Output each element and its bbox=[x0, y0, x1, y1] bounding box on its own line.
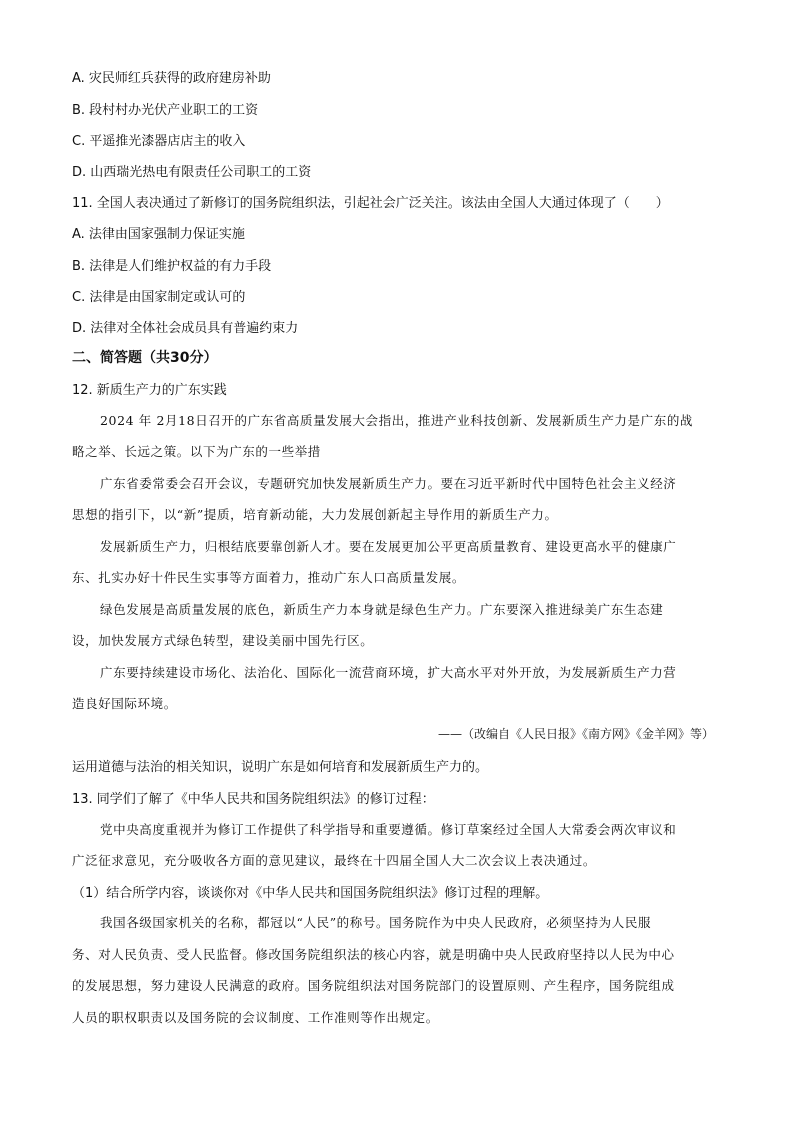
q12-title: 12. 新质生产力的广东实践 bbox=[72, 383, 227, 398]
q13-subquestion-1: （1）结合所学内容，谈谈你对《中华人民共和国国务院组织法》修订过程的理解。 bbox=[72, 886, 549, 901]
q12-material-line: 广东要持续建设市场化、法治化、国际化一流营商环境，扩大高水平对外开放，为发展新质生产力营 bbox=[100, 665, 677, 680]
q13-material2-line: 人员的职权职责以及国务院的会议制度、工作准则等作出规定。 bbox=[72, 1010, 439, 1025]
section-heading: 二、简答题（共30分） bbox=[72, 350, 218, 366]
q12-material-line: 东、扎实办好十件民生实事等方面着力，推动广东人口高质量发展。 bbox=[72, 570, 466, 585]
q12-material-line: 略之举、长远之策。以下为广东的一些举措 bbox=[72, 444, 321, 459]
q12-material-line: 2024 年 2月18日召开的广东省高质量发展大会指出，推进产业科技创新、发展新质生产力是广东的战 bbox=[100, 413, 694, 428]
q13-material2-line: 我国各级国家机关的名称，都冠以“人民”的称号。国务院作为中央人民政府，必须坚持为人民服 bbox=[100, 915, 652, 930]
q10-option-a: A. 灾民师红兵获得的政府建房补助 bbox=[72, 71, 271, 86]
q11-option-b: B. 法律是人们维护权益的有力手段 bbox=[72, 259, 272, 274]
q10-option-b: B. 段村村办光伏产业职工的工资 bbox=[72, 103, 259, 118]
q12-question: 运用道德与法治的相关知识，说明广东是如何培育和发展新质生产力的。 bbox=[72, 760, 489, 775]
q12-material-line: 思想的指引下，以“新”提质，培育新动能，大力发展创新起主导作用的新质生产力。 bbox=[72, 507, 558, 522]
q12-material-line: 发展新质生产力，归根结底要靠创新人才。要在发展更加公平更高质量教育、建设更高水平的健康广 bbox=[100, 539, 677, 554]
q11-option-d: D. 法律对全体社会成员具有普遍约束力 bbox=[72, 321, 299, 336]
q12-material-line: 广东省委常委会召开会议，专题研究加快发展新质生产力。要在习近平新时代中国特色社会主义经济 bbox=[100, 476, 677, 491]
q13-material-line: 广泛征求意见，充分吸收各方面的意见建议，最终在十四届全国人大二次会议上表决通过。 bbox=[72, 853, 597, 868]
q13-material-line: 党中央高度重视并为修订工作提供了科学指导和重要遵循。修订草案经过全国人大常委会两次审议和 bbox=[100, 822, 677, 837]
q12-material-line: 设，加快发展方式绿色转型，建设美丽中国先行区。 bbox=[72, 633, 374, 648]
q12-source: ——（改编自《人民日报》《南方网》《金羊网》等） bbox=[437, 727, 714, 741]
q11-option-c: C. 法律是由国家制定或认可的 bbox=[72, 290, 246, 305]
q13-title: 13. 同学们了解了《中华人民共和国务院组织法》的修订过程： bbox=[72, 792, 435, 807]
q10-option-d: D. 山西瑞光热电有限责任公司职工的工资 bbox=[72, 165, 312, 180]
q12-material-line: 绿色发展是高质量发展的底色，新质生产力本身就是绿色生产力。广东要深入推进绿美广东生态建 bbox=[100, 602, 664, 617]
q11-stem: 11. 全国人表决通过了新修订的国务院组织法，引起社会广泛关注。该法由全国人大通过体现了（ ） bbox=[72, 196, 669, 211]
q13-material2-line: 务、对人民负责、受人民监督。修改国务院组织法的核心内容，就是明确中央人民政府坚持以人民为中心 bbox=[72, 947, 675, 962]
q13-material2-line: 的发展思想，努力建设人民满意的政府。国务院组织法对国务院部门的设置原则、产生程序，国务院组成 bbox=[72, 978, 675, 993]
q11-option-a: A. 法律由国家强制力保证实施 bbox=[72, 227, 245, 242]
q10-option-c: C. 平遥推光漆器店店主的收入 bbox=[72, 134, 246, 149]
q12-material-line: 造良好国际环境。 bbox=[72, 696, 177, 711]
